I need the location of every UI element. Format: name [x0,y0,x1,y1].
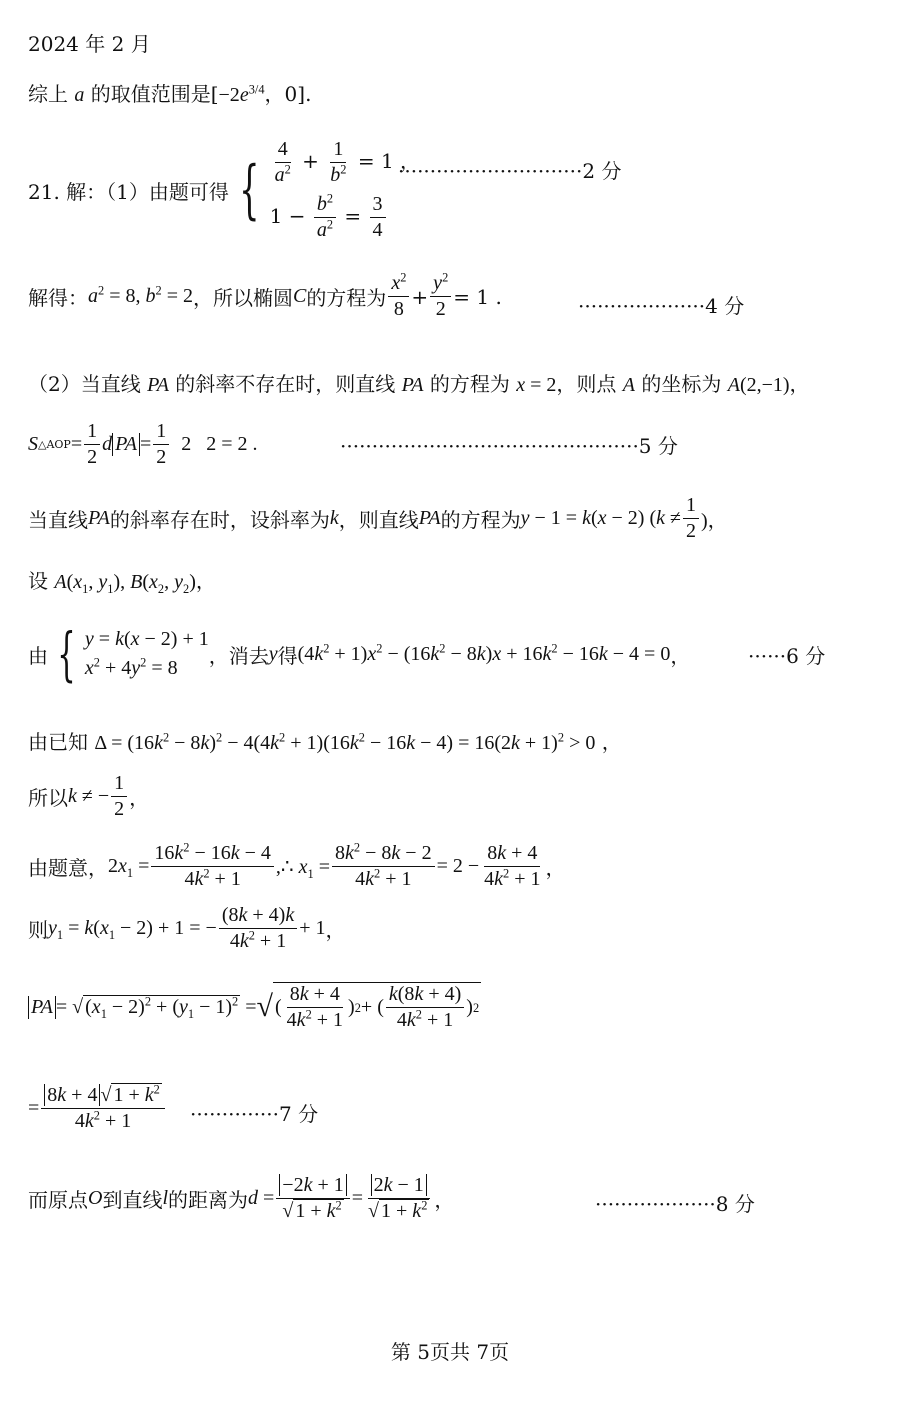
pa-line: PA = √ $(x_1 - 2)^2 + (y_1 - 1)^2$ = √ ( $\frac{8k + 4}{4k^2 + 1}$ ) 2 + ( $\frac{k(8k + 4)}{4k^2 + 1}$ ) 2 [28,982,481,1032]
score-5: ···············································5 分 [340,434,678,458]
delta-line: 由已知 $\Delta = (16k^2 - 8k)^2 - 4(4k^2 + 1)(16k^2 - 16k - 4) = 16(2k + 1)^2 > 0$ ， [28,730,622,754]
problem-21-system: 21. 解：（1）由题可得 { $\frac{4}{a^2}$ + $\frac{1}{b^2}$ = 1 ， 1 − $\frac{b^2}{a^2}$ = $\frac{3}{4}$ [28,138,421,241]
pa-result: = $\frac{8k + 4 √ 1 + k^2}{4k^2 + 1}$ [28,1084,167,1133]
header-date: 2024 年 2 月 [28,32,151,56]
score-6: ······6 分 [748,644,826,668]
slope-line: 当直线 PA 的斜率存在时，设斜率为 k ，则直线 PA 的方程为 y − 1 = k(x − 2) (k ≠ $\frac{1}{2}$ )， [28,494,728,542]
y1-line: 则 $y_1 = k(x_1 - 2) + 1$ = − $\frac{(8k + 4)k}{4k^2 + 1}$ + 1 ， [28,904,346,952]
part2-line: （2）当直线 PA 的斜率不存在时，则直线 PA 的方程为 x = 2，则点 A 的坐标为 A(2,−1)， [28,372,810,396]
let-points: 设 $A(x_1$, $y_1$), $B(x_2$, $y_2$)， [28,569,216,596]
k-condition: 所以 k ≠ − $\frac{1}{2}$ ， [28,772,150,820]
conclusion-line: 综上 a 的取值范围是[$-2e^{3/4}$，0]. [28,82,312,106]
score-7: ··············7 分 [190,1102,319,1126]
score-2: ·····························2 分 [398,159,622,183]
system-line: 由 { y = k(x − 2) + 1 $x^2 + 4y^2 = 8$ ，消去 y 得 $(4k^2 + 1)x^2 - (16k^2 - 8k)x + 16k^2 - 16k - 4 = 0$ ， [28,620,691,688]
score-4: ····················4 分 [578,294,745,318]
x1-line: 由题意， $2x_1$ = $\frac{16k^2 - 16k - 4}{4k^2 + 1}$ ,∴ $x_1$ = $\frac{8k^2 - 8k - 2}{4k^2 + 1}$ = 2 − $\frac{8k + 4}{4k^2 + 1}$ ， [28,840,566,890]
page-footer: 第 5页共 7页 [390,1340,510,1364]
score-8: ···················8 分 [595,1192,755,1216]
ellipse-equation: 解得： $a^2 = 8$, $b^2 = 2$ ，所以椭圆 C 的方程为 $\frac{x^2}{8}$ + $\frac{y^2}{2}$ = 1 . [28,270,502,320]
distance-line: 而原点 O 到直线 l 的距离为 d = $\frac{-2k + 1}{√ 1 + k^2}$ = $\frac{2k - 1}{√ 1 + k^2}$ ， [28,1174,455,1222]
area-line: S △AOP = $\frac{1}{2}$ d PA = $\frac{1}{2}$ 2 2 = 2 . [28,420,258,468]
